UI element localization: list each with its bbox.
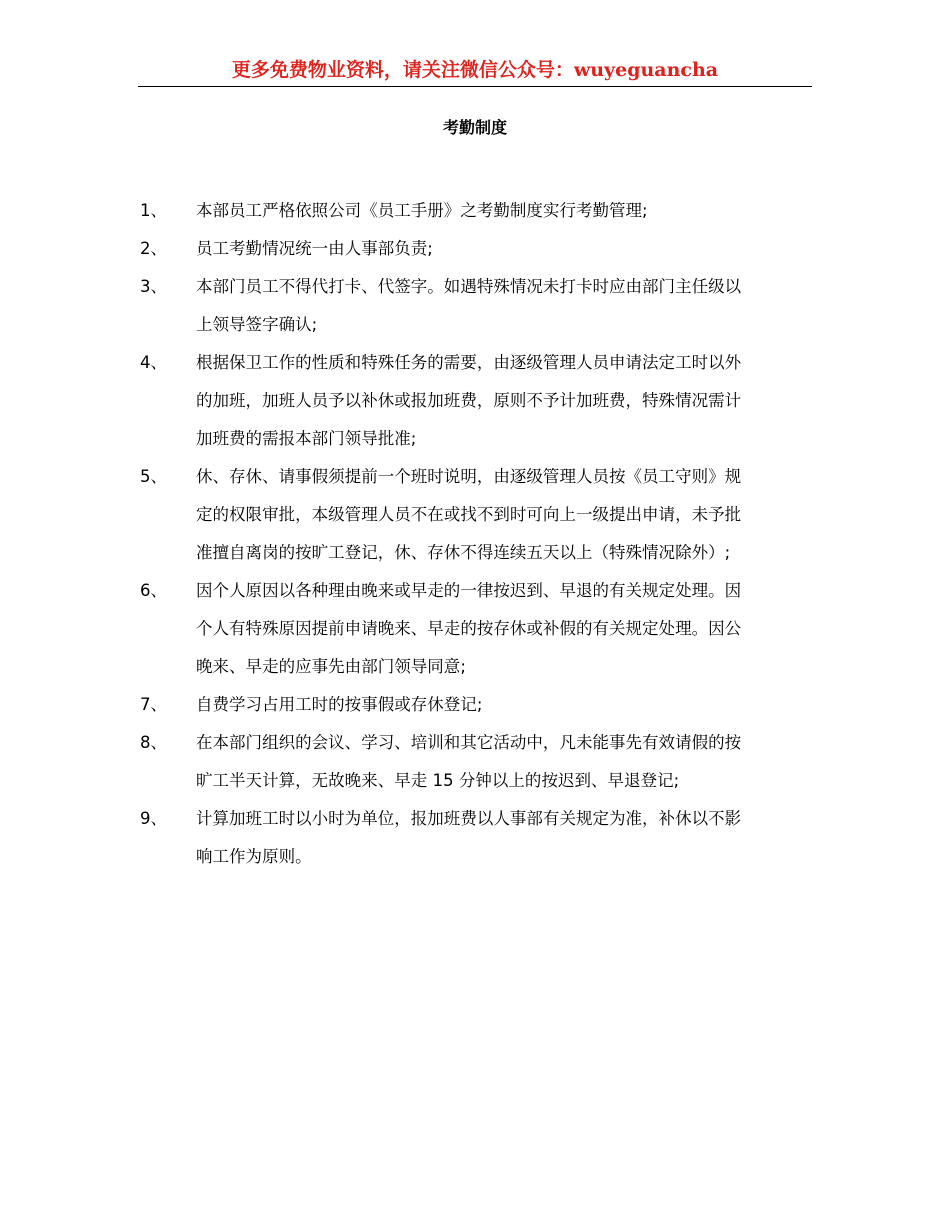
- clause-text-line: 个人有特殊原因提前申请晚来、早走的按存休或补假的有关规定处理。因公: [196, 619, 742, 638]
- clause-text-line: 在本部门组织的会议、学习、培训和其它活动中，凡未能事先有效请假的按: [196, 733, 742, 752]
- header-divider: [138, 86, 812, 87]
- clause-text-line: 晚来、早走的应事先由部门领导同意;: [196, 657, 466, 676]
- clause-text-line: 本部门员工不得代打卡、代签字。如遇特殊情况未打卡时应由部门主任级以: [196, 277, 742, 296]
- clause-item: [140, 458, 812, 572]
- clause-item: [140, 344, 812, 458]
- clause-number: 7、: [140, 695, 168, 714]
- clause-text-line: 计算加班工时以小时为单位，报加班费以人事部有关规定为准，补休以不影: [196, 809, 742, 828]
- clause-item: [140, 192, 812, 230]
- clause-text-line: 自费学习占用工时的按事假或存休登记;: [196, 695, 483, 714]
- clause-text-line: 旷工半天计算，无故晚来、早走 15 分钟以上的按迟到、早退登记;: [196, 771, 680, 790]
- clause-item: [140, 800, 812, 876]
- document-title: 考勤制度: [442, 118, 507, 137]
- header-banner: 更多免费物业资料，请关注微信公众号：wuyeguancha: [231, 59, 719, 81]
- clause-item: [140, 572, 812, 686]
- clause-text-line: 上领导签字确认;: [196, 315, 318, 334]
- clause-text-line: 因个人原因以各种理由晚来或早走的一律按迟到、早退的有关规定处理。因: [196, 581, 742, 600]
- clause-text-line: 准擅自离岗的按旷工登记，休、存休不得连续五天以上（特殊情况除外）;: [196, 543, 731, 562]
- clause-list: [140, 192, 812, 876]
- clause-number: 1、: [140, 201, 168, 220]
- clause-number: 4、: [140, 353, 168, 372]
- clause-item: [140, 230, 812, 268]
- clause-number: 9、: [140, 809, 168, 828]
- clause-item: [140, 724, 812, 800]
- clause-text-line: 根据保卫工作的性质和特殊任务的需要，由逐级管理人员申请法定工时以外: [196, 353, 742, 372]
- clause-item: [140, 268, 812, 344]
- clause-text-line: 响工作为原则。: [196, 847, 312, 866]
- clause-number: 2、: [140, 239, 168, 258]
- clause-number: 3、: [140, 277, 168, 296]
- clause-item: [140, 686, 812, 724]
- clause-text-line: 定的权限审批，本级管理人员不在或找不到时可向上一级提出申请，未予批: [196, 505, 742, 524]
- clause-text-line: 员工考勤情况统一由人事部负责;: [196, 239, 433, 258]
- clause-text-line: 本部员工严格依照公司《员工手册》之考勤制度实行考勤管理;: [196, 201, 648, 220]
- clause-text-line: 加班费的需报本部门领导批准;: [196, 429, 417, 448]
- clause-number: 6、: [140, 581, 168, 600]
- clause-text-line: 休、存休、请事假须提前一个班时说明，由逐级管理人员按《员工守则》规: [196, 467, 742, 486]
- clause-text-line: 的加班，加班人员予以补休或报加班费，原则不予计加班费，特殊情况需计: [196, 391, 742, 410]
- clause-number: 5、: [140, 467, 168, 486]
- clause-number: 8、: [140, 733, 168, 752]
